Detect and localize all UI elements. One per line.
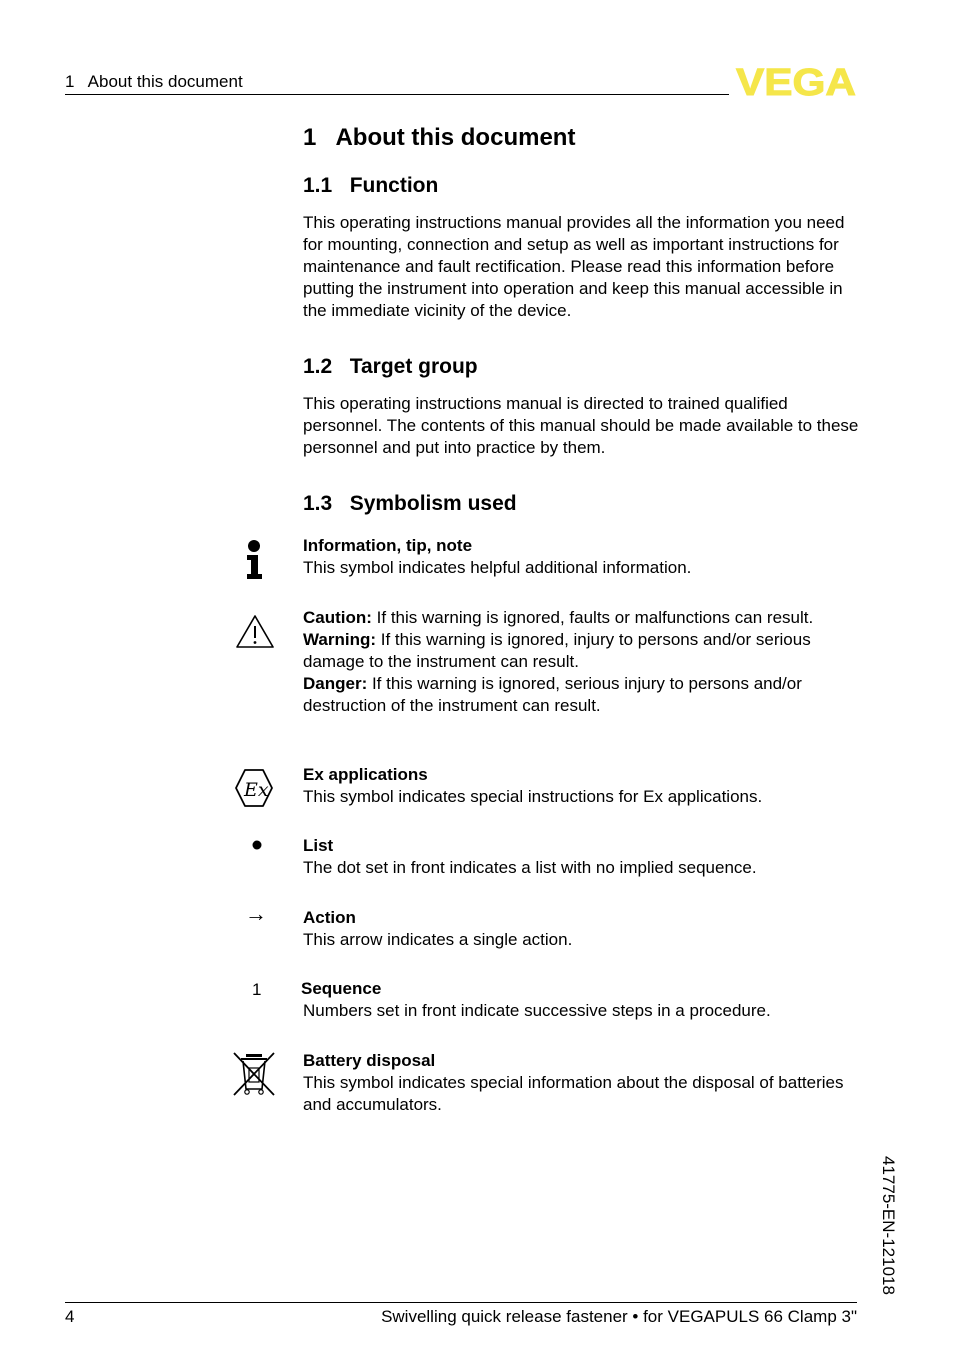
warning-text: If this warning is ignored, injury to persons and/or serious damage to the instrument can result. — [303, 630, 811, 671]
sequence-title: Sequence — [301, 979, 382, 998]
symbol-entry-sequence — [301, 978, 861, 1022]
action-title: Action — [303, 908, 356, 927]
symbol-entry-info — [303, 535, 863, 579]
symbol-entry-list — [303, 835, 863, 879]
warning-label: Warning: — [303, 630, 377, 649]
document-code-text: 41775-EN-121018 — [879, 1156, 898, 1295]
caution-label: Caution: — [303, 608, 372, 627]
sequence-text: Numbers set in front indicate successive steps in a procedure. — [303, 1001, 771, 1020]
caution-line — [303, 607, 863, 629]
footer-title: Swivelling quick release fastener • for VEGAPULS 66 Clamp 3" — [381, 1307, 857, 1326]
symbol-entry-battery — [303, 1050, 863, 1116]
crossed-bin-icon — [232, 1051, 276, 1097]
target-group-paragraph: This operating instructions manual is directed to trained qualified personnel. The contents of this manual should be made available to these personnel and put into practice by them. — [303, 394, 859, 457]
function-paragraph: This operating instructions manual provides all the information you need for mounting, connection and setup as well as important instructions for maintenance and fault rectification. Please read this information before putting the instrument into operation and keep this manual accessible in the immediate vicinity of the device. — [303, 213, 845, 320]
battery-title: Battery disposal — [303, 1051, 436, 1070]
danger-line — [303, 673, 863, 717]
ex-text: This symbol indicates special instructions for Ex applications. — [303, 787, 763, 806]
svg-text:Ex: Ex — [244, 779, 269, 801]
svg-text:VEGA: VEGA — [736, 64, 856, 100]
list-text: The dot set in front indicates a list with no implied sequence. — [303, 858, 757, 877]
section-heading-target-group: 1.2 Target group — [303, 355, 478, 378]
header-rule — [65, 94, 729, 95]
list-title: List — [303, 836, 334, 855]
danger-label: Danger: — [303, 674, 368, 693]
warning-line — [303, 629, 863, 673]
bullet-icon — [252, 840, 262, 850]
battery-text: This symbol indicates special information about the disposal of batteries and accumulators. — [303, 1073, 844, 1114]
arrow-icon: → — [245, 901, 267, 926]
footer-rule — [65, 1302, 857, 1303]
sequence-number: 1 — [252, 980, 262, 999]
warning-triangle-icon — [235, 614, 275, 650]
info-icon — [243, 539, 265, 581]
info-title: Information, tip, note — [303, 536, 473, 555]
section-heading-symbolism: 1.3 Symbolism used — [303, 492, 517, 515]
symbol-entry-action — [303, 907, 863, 951]
page-number: 4 — [65, 1307, 75, 1326]
info-text: This symbol indicates helpful additional information. — [303, 558, 692, 577]
caution-text: If this warning is ignored, faults or malfunctions can result. — [371, 608, 814, 627]
symbol-entry-warning — [303, 607, 863, 717]
running-header: 1 About this document — [65, 72, 243, 91]
symbol-entry-ex — [303, 764, 863, 808]
ex-icon — [234, 768, 274, 808]
ex-title: Ex applications — [303, 765, 428, 784]
chapter-title: 1 About this document — [303, 124, 576, 151]
section-heading-function: 1.1 Function — [303, 174, 439, 197]
danger-text: If this warning is ignored, serious injury to persons and/or destruction of the instrument can result. — [303, 674, 802, 715]
document-code — [878, 1156, 898, 1306]
vega-logo — [734, 64, 858, 100]
action-text: This arrow indicates a single action. — [303, 930, 573, 949]
